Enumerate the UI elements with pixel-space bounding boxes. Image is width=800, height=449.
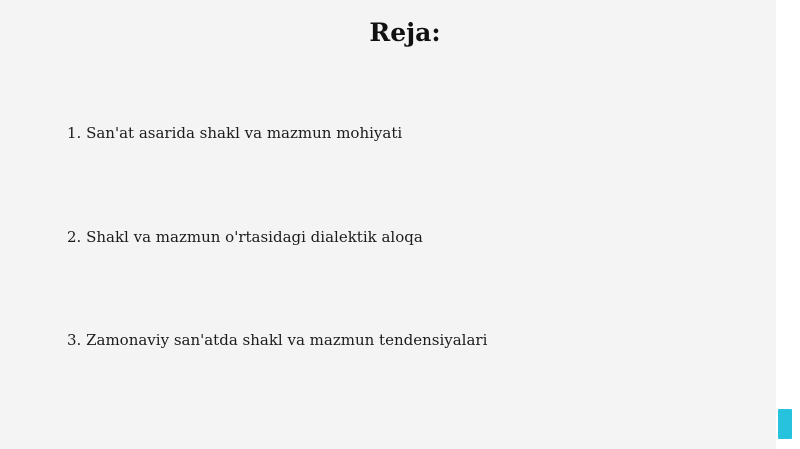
scrollbar-thumb[interactable]: [778, 409, 792, 439]
plan-item-1: 1. San'at asarida shakl va mazmun mohiyati: [67, 124, 403, 142]
side-panel: [776, 0, 800, 449]
slide-title: Reja:: [369, 18, 441, 47]
plan-item-3: 3. Zamonaviy san'atda shakl va mazmun tendensiyalari: [67, 331, 488, 349]
plan-item-2: 2. Shakl va mazmun o'rtasidagi dialektik aloqa: [67, 228, 423, 246]
